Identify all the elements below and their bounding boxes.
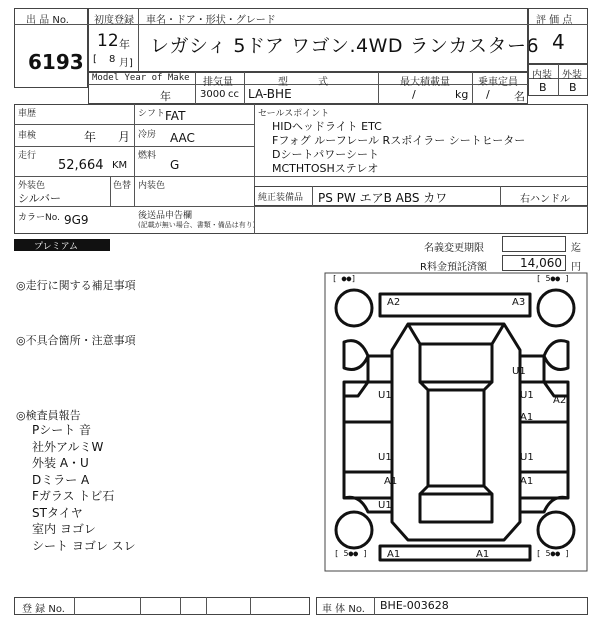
displacement-label: 排気量 — [203, 77, 233, 88]
mark-right-c: U1 — [520, 452, 534, 463]
tire-fr-label: [ 5●● ] — [536, 274, 570, 283]
mark-rear-left: A1 — [387, 549, 401, 560]
first-reg-year-unit: 年 — [119, 38, 130, 51]
car-title-label: 車名・ドア・形状・グレード — [146, 15, 276, 26]
load-unit: kg — [455, 88, 469, 101]
recycle-label: R料金預託済額 — [420, 262, 487, 273]
tire-fl-label: [ ●●] — [332, 274, 357, 283]
grade-label: 評 価 点 — [536, 15, 573, 26]
interior-label: 内装 — [532, 70, 552, 81]
mileage-label: 走行 — [18, 151, 37, 161]
model-code: LA-BHE — [248, 87, 292, 101]
inspector-line: 社外アルミW — [32, 439, 104, 454]
int-color-label: 内装色 — [138, 181, 166, 191]
mileage-value: 52,664 — [58, 158, 104, 173]
mark-front-left: A2 — [387, 297, 401, 308]
premium-tag-text: プレミアム — [34, 242, 79, 252]
inspector-line: STタイヤ — [32, 505, 83, 520]
first-reg-label: 初度登録 — [94, 15, 134, 26]
reg-no-label: 登 録 No. — [22, 604, 65, 615]
ac-value: AAC — [170, 131, 195, 145]
equipment-value: PS PW エアB ABS カワ — [318, 191, 448, 205]
inspector-line: 外装 A・U — [32, 456, 89, 470]
history-label: 車歴 — [18, 109, 37, 119]
exterior-grade: B — [569, 81, 577, 94]
color-change-label: 色替 — [113, 181, 132, 191]
interior-grade: B — [539, 81, 547, 94]
car-body-icon — [392, 324, 520, 540]
sales-points-label: セールスポイント — [258, 109, 330, 119]
first-reg-month: 8 — [109, 54, 116, 65]
recycle-unit: 円 — [571, 262, 581, 273]
inspection-month: 月 — [118, 130, 131, 144]
first-reg-year: 12 — [97, 31, 119, 51]
mark-left-e: U1 — [378, 500, 392, 511]
type-label: 型 式 — [278, 77, 328, 88]
ac-label: 冷房 — [138, 130, 157, 140]
tire-rr-icon — [538, 512, 574, 548]
mark-right-edge: A2 — [553, 395, 567, 406]
inspector-line: 室内 ヨゴレ — [32, 522, 96, 536]
shift-label: シフト — [138, 109, 166, 119]
inspector-line: Pシート 音 — [32, 423, 92, 437]
recycle-value: 14,060 — [520, 256, 562, 270]
mark-front-right: A3 — [512, 297, 526, 308]
displacement-value: 3000 — [200, 89, 226, 100]
tire-rl-label: [ 5●● ] — [334, 549, 368, 558]
mark-right-b: A1 — [520, 412, 534, 423]
mark-left-d: A1 — [384, 476, 398, 487]
color-code-value: 9G9 — [64, 213, 89, 227]
displacement-unit: cc — [228, 89, 239, 100]
max-load-label: 最大積載量 — [400, 77, 450, 88]
ext-color-value: シルバー — [18, 192, 61, 205]
fuel-value: G — [170, 158, 180, 172]
inspection-year: 年 — [84, 130, 97, 144]
tire-fr-icon — [538, 290, 574, 326]
inspector-line: シート ヨゴレ スレ — [32, 538, 136, 553]
sales-point-3: Dシートパワーシート — [272, 148, 380, 161]
model-year-unit: 年 — [160, 90, 171, 103]
tire-fl-icon — [336, 290, 372, 326]
post-reg-label: 後送品申告欄 — [138, 211, 193, 221]
inspector-line: Dミラー A — [32, 472, 90, 487]
mark-right-a: U1 — [520, 390, 534, 401]
exterior-label: 外装 — [562, 70, 582, 81]
mark-right-d: A1 — [520, 476, 534, 487]
tire-rr-label: [ 5●● ] — [536, 549, 570, 558]
inspector-label: ◎検査員報告 — [16, 409, 81, 422]
grade-value: 4 — [552, 30, 565, 54]
name-change-label: 名義変更期限 — [424, 243, 484, 254]
sales-point-2: Fフォグ ルーフレール Rスポイラー シートヒーター — [272, 134, 526, 147]
mileage-unit: KM — [112, 160, 128, 171]
defect-notes-label: ◎不具合箇所・注意事項 — [16, 334, 136, 347]
car-name: レガシィ 5ドア ワゴン.4WD ランカスター6 — [150, 35, 540, 57]
first-reg-month-unit: 月] — [119, 58, 133, 69]
capacity-label: 乗車定員 — [478, 77, 518, 88]
chassis-number: BHE-003628 — [380, 599, 449, 612]
front-bumper-icon — [380, 294, 530, 316]
equipment-label: 純正装備品 — [258, 193, 304, 203]
shift-value: FAT — [165, 109, 186, 123]
inspector-line: Fガラス トビ石 — [32, 489, 115, 503]
steering-value: 右ハンドル — [520, 194, 570, 205]
post-reg-note: (記載が無い場合、書類・備品は有り) — [138, 221, 256, 229]
sales-point-4: MCTHTOSHステレオ — [272, 162, 379, 175]
sales-point-1: HIDヘッドライト ETC — [272, 120, 382, 133]
capacity-unit: 名 — [514, 90, 525, 103]
first-reg-month-open: [ — [93, 54, 97, 65]
name-change-box — [502, 236, 566, 252]
mark-left-c: U1 — [378, 452, 392, 463]
lot-number: 6193 — [28, 50, 84, 74]
mark-rear-right: A1 — [476, 549, 490, 560]
tire-rl-icon — [336, 512, 372, 548]
capacity-slash: / — [486, 88, 490, 101]
name-change-unit: 迄 — [571, 243, 581, 254]
inspector-report — [32, 422, 136, 554]
model-year-label: Model Year of Make — [92, 73, 190, 83]
ext-color-label: 外装色 — [18, 181, 46, 191]
chassis-label: 車 体 No. — [322, 604, 365, 615]
color-code-label: カラーNo. — [18, 213, 60, 223]
mark-right-upper: U1 — [512, 366, 526, 377]
lot-label: 出 品 No. — [26, 15, 69, 26]
rear-bumper-icon — [380, 546, 530, 560]
mark-left-a: U1 — [378, 390, 392, 401]
damage-diagram — [324, 272, 588, 572]
driving-notes-label: ◎走行に関する補足事項 — [16, 279, 136, 292]
fuel-label: 燃料 — [138, 151, 157, 161]
load-slash: / — [412, 88, 416, 101]
inspection-label: 車検 — [18, 131, 37, 141]
